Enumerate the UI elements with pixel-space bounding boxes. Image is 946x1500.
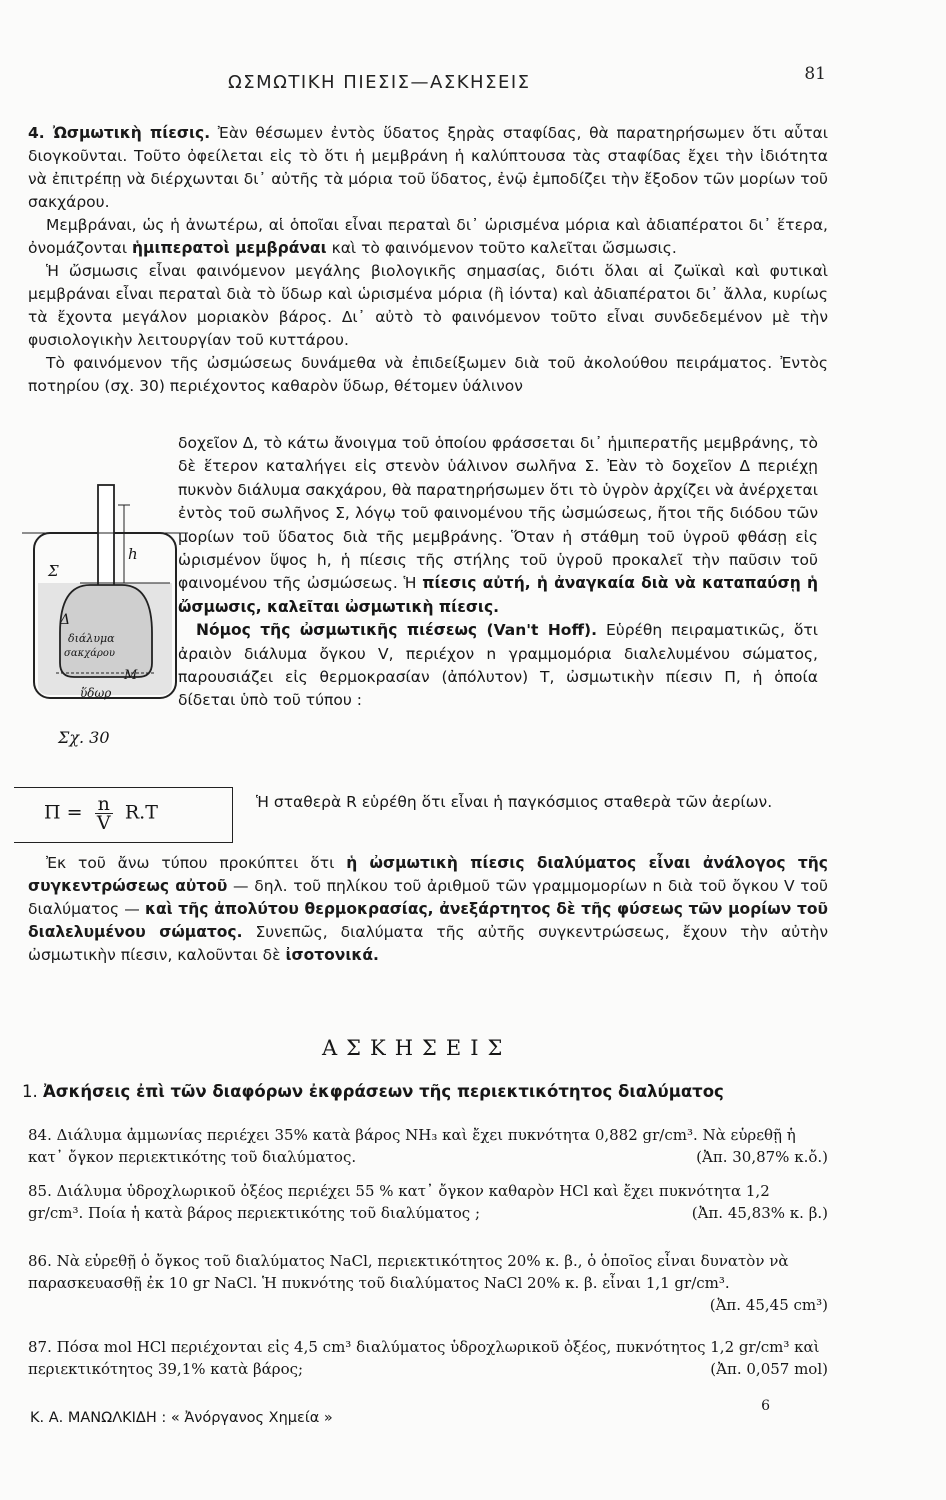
membranes-paragraph: Μεμβράναι, ὡς ἡ ἀνωτέρω, αἱ ὁποῖαι εἶναι περαταὶ δι᾽ ὡρισμένα μόρια καὶ ἀδιαπέρατοι δι᾽ ἕτερα, ὀνομάζονται ἡμιπερατοὶ μεμβράναι καὶ τὸ φαινόμενον τοῦτο καλεῖται ὤσμωσις. <box>28 216 828 257</box>
conclusion-paragraph: Ἐκ τοῦ ἄνω τύπου προκύπτει ὅτι ἡ ὠσμωτικὴ πίεσις διαλύματος εἶναι ἀνάλογος τῆς συγκεντρώσεως αὐτοῦ — δηλ. τοῦ πηλίκου τοῦ ἀριθμοῦ τῶν γραμμομορίων n διὰ τοῦ ὄγκου V τοῦ διαλύματος — καὶ τῆς ἀπολύτου θερμοκρασίας, ἀνεξάρτητος δὲ τῆς φύσεως τῶν μορίων τοῦ διαλελυμένου σώματος. Συνεπῶς, διαλύματα τῆς αὐτῆς συγκεντρώσεως, ἔχουν τὴν αὐτὴν ὠσμωτικὴν πίεσιν, καλοῦνται δὲ ἰσοτονικά. <box>28 854 829 964</box>
experiment-description <box>178 432 818 713</box>
formula-fraction: $\frac{n}{V}$ <box>95 795 113 832</box>
formula-note: Ἡ σταθερὰ R εὑρέθη ὅτι εἶναι ἡ παγκόσμιος σταθερὰ τῶν ἀερίων. <box>256 793 773 811</box>
label-solution: διάλυμα <box>68 632 115 645</box>
label-h: h <box>128 545 138 563</box>
label-m: M <box>124 668 138 683</box>
exercise-84: 84. Διάλυμα ἀμμωνίας περιέχει 35% κατὰ βάρος NH₃ καὶ ἔχει πυκνότητα 0,882 gr/cm³. Νὰ εὑρεθῇ ἡ κατ᾽ ὄγκον περιεκτικότης τοῦ διαλύματος. (Ἀπ. 30,87% κ.ὄ.) <box>28 1126 828 1166</box>
experiment-text: δοχεῖον Δ, τὸ κάτω ἄνοιγμα τοῦ ὁποίου φράσσεται δι᾽ ἡμιπερατῆς μεμβράνης, τὸ δὲ ἕτερον καταλήγει εἰς στενὸν ὑάλινον σωλῆνα Σ. Ἐὰν τὸ δοχεῖον Δ περιέχῃ πυκνὸν διάλυμα σακχάρου, θὰ παρατηρήσωμεν ὅτι τὸ ὑγρὸν ἀρχίζει νὰ ἀνέρχεται ἐντὸς τοῦ σωλῆνος Σ, λόγῳ τοῦ φαινομένου τῆς ὠσμώσεως, ἤτοι τῆς διόδου τῶν μορίων τοῦ ὕδατος διὰ τῆς μεμβράνης. Ὅταν ἡ στάθμη τοῦ ὑγροῦ φθάσῃ εἰς ὡρισμένον ὕψος h, ἡ πίεσις τῆς στήλης τοῦ ὑγροῦ προκαλεῖ τὴν παῦσιν τοῦ φαινομένου τῆς ὠσμώσεως. Ἡ πίεσις αὐτή, ἡ ἀναγκαία διὰ νὰ καταπαύσῃ ἡ ὤσμωσις, καλεῖται ὠσμωτικὴ πίεσις. <box>178 434 818 616</box>
running-header: ΩΣΜΩΤΙΚΗ ΠΙΕΣΙΣ—ΑΣΚΗΣΕΙΣ <box>228 72 531 93</box>
signature-number: 6 <box>761 1398 770 1414</box>
figure-caption: Σχ. 30 <box>58 728 110 747</box>
footer-citation: Κ. Α. ΜΑΝΩΛΚΙΔΗ : « Ἀνόργανος Χημεία » <box>30 1410 333 1426</box>
section-heading: 4. Ὠσμωτικὴ πίεσις. <box>28 124 211 142</box>
page-number: 81 <box>804 64 826 84</box>
label-sigma: Σ <box>48 562 59 580</box>
exercises-subheading: 1. Ἀσκήσεις ἐπὶ τῶν διαφόρων ἐκφράσεων τῆς περιεκτικότητος διαλύματος <box>22 1082 724 1101</box>
vant-hoff-formula: Π = $\frac{n}{V}$ R.T <box>44 793 158 834</box>
section-osmotic-pressure <box>28 122 828 398</box>
exercise-85: 85. Διάλυμα ὑδροχλωρικοῦ ὀξέος περιέχει 55 % κατ᾽ ὄγκον καθαρὸν HCl καὶ ἔχει πυκνότητα 1,2 gr/cm³. Ποία ἡ κατὰ βάρος περιεκτικότης τοῦ διαλύματος ; (Ἀπ. 45,83% κ. β.) <box>28 1182 828 1222</box>
osmometer-figure <box>20 455 190 725</box>
label-delta: Δ <box>60 612 71 628</box>
law-paragraph: Νόμος τῆς ὠσμωτικῆς πιέσεως (Van't Hoff). Εὑρέθη πειραματικῶς, ὅτι ἀραιὸν διάλυμα ὄγκου V, περιέχον n γραμμομόρια διαλελυμένου σώματος, παρουσιάζει εἰς θερμοκρασίαν (ἀπόλυτον) T, ὠσμωτικὴν πίεσιν Π, ἡ ὁποία δίδεται ὑπὸ τοῦ τύπου : <box>178 621 818 710</box>
label-water: ὕδωρ <box>80 686 112 700</box>
significance-paragraph: Ἡ ὤσμωσις εἶναι φαινόμενον μεγάλης βιολογικῆς σημασίας, διότι ὅλαι αἱ ζωϊκαὶ καὶ φυτικαὶ μεμβράναι εἶναι περαταὶ διὰ τὸ ὕδωρ καὶ ὡρισμένα μόρια (ἢ ἰόντα) καὶ ἀδιαπέρατοι δι᾽ ἄλλα, κυρίως τὰ ἔχοντα μεγάλον μοριακὸν βάρος. Δι᾽ αὐτὸ τὸ φαινόμενον τοῦτο εἶναι συνδεδεμένον μὲ τὴν φυσιολογικὴν λειτουργίαν τοῦ κυττάρου. <box>28 262 828 349</box>
label-sugar: σακχάρου <box>64 648 115 659</box>
exercises-title: ΑΣΚΗΣΕΙΣ <box>322 1036 512 1060</box>
exercise-86: 86. Νὰ εὑρεθῇ ὁ ὄγκος τοῦ διαλύματος NaCl, περιεκτικότητος 20% κ. β., ὁ ὁποῖος εἶναι δυνατὸν νὰ παρασκευασθῇ ἐκ 10 gr NaCl. Ἡ πυκνότης τοῦ διαλύματος NaCl 20% κ. β. εἶναι 1,1 gr/cm³. (Ἀπ. 45,45 cm³) <box>28 1252 828 1314</box>
phenomenon-paragraph: Τὸ φαινόμενον τῆς ὠσμώσεως δυνάμεθα νὰ ἐπιδείξωμεν διὰ τοῦ ἀκολούθου πειράματος. Ἐντὸς ποτηρίου (σχ. 30) περιέχοντος καθαρὸν ὕδωρ, θέτομεν ὑάλινον <box>28 354 828 395</box>
exercise-87: 87. Πόσα mol HCl περιέχονται εἰς 4,5 cm³ διαλύματος ὑδροχλωρικοῦ ὀξέος, πυκνότητος 1,2 gr/cm³ καὶ περιεκτικότητος 39,1% κατὰ βάρος; (Ἀπ. 0,057 mol) <box>28 1338 828 1378</box>
intro-paragraph: 4. Ὠσμωτικὴ πίεσις. Ἐὰν θέσωμεν ἐντὸς ὕδατος ξηρὰς σταφίδας, θὰ παρατηρήσωμεν ὅτι αὗται διογκοῦνται. Τοῦτο ὀφείλεται εἰς τὸ ὅτι ἡ μεμβράνη ἡ καλύπτουσα τὰς σταφίδας ἔχει τὴν ἰδιότητα νὰ ἐπιτρέπῃ νὰ διέρχωνται δι᾽ αὐτῆς τὰ μόρια τοῦ ὕδατος, ἐνῷ ἐμποδίζει τὴν ἔξοδον τῶν μορίων τοῦ σακχάρου. <box>28 124 828 211</box>
